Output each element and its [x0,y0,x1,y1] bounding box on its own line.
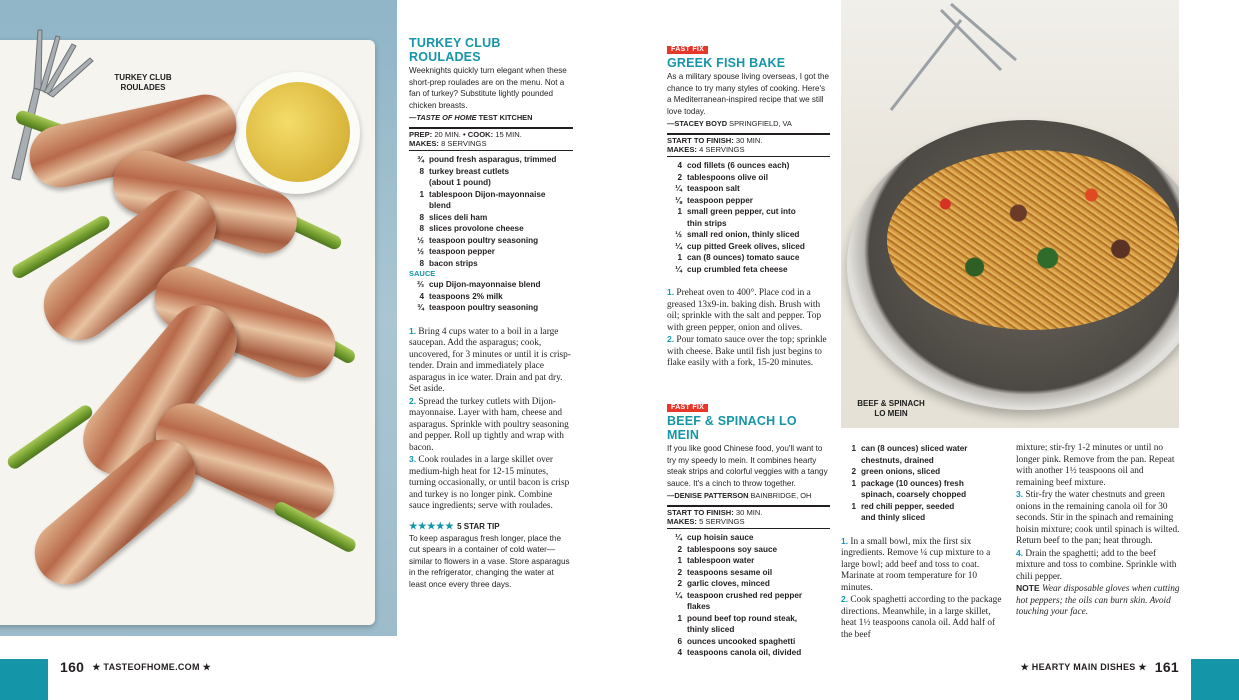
ingredient-text: bacon strips [429,258,478,268]
prep-info [409,127,573,148]
recipe-greek-fish-bake [667,38,830,370]
ingredient-item [667,172,830,184]
makes-label: MAKES: [667,145,697,155]
recipe-beef-spinach-lo-mein [667,396,830,659]
ingredient-qty: ⅛ [675,195,682,205]
ingredient-item [667,613,830,625]
ingredient-qty: ¼ [675,590,682,600]
prep-info [667,133,830,154]
ingredient-qty: 8 [419,258,424,268]
recipe-note [1016,583,1180,619]
ingredient-item [409,189,573,201]
ingredient-qty: 1 [851,501,856,511]
ingredient-qty [841,455,861,467]
ingredient-item [667,229,830,241]
recipe-intro: Weeknights quickly turn elegant when these short-prep roulades are on the menu. Not a fan of turkey? Substitute lightly pounded chicken breasts. [409,66,567,110]
sauce-subhead: SAUCE [409,269,436,279]
ingredient-item [667,241,830,253]
step-number: 3. [409,454,417,465]
ingredient-list [409,154,573,314]
makes-label: MAKES: [409,139,439,149]
step-text: Cook spaghetti according to the package directions. Meanwhile, in a large skillet, heat 1½ teaspoons canola oil. Add half of the beef [841,595,1002,640]
step-text: Bring 4 cups water to a boil in a large saucepan. Add the asparagus; cook, uncovered, for 3 minutes or until it is crisp-tender. Drain and immediately place asparagus in ice water. Drain and pat dry. Set aside. [409,326,571,395]
prep-value: 20 MIN. [432,130,464,139]
ingredient-qty: 4 [677,161,682,171]
ingredient-text: cup Dijon-mayonnaise blend [429,280,541,290]
ingredient-qty [841,489,861,501]
step-text: Cook roulades in a large skillet over medium-high heat for 12-15 minutes, turning occasionally, or until bacon is crisp and turkey is no longer pink. Combine sauce ingredients; serve with roulades. [409,455,570,512]
ingredient-text: green onions, sliced [861,467,941,476]
recipe-byline [409,113,573,123]
page-tab-left [0,659,48,700]
ingredient-text: cup pitted Greek olives, sliced [687,241,805,251]
ingredient-text: thinly sliced [687,625,735,635]
ingredient-qty: 2 [677,567,682,577]
ingredient-item [409,291,573,303]
ingredient-item [667,567,830,579]
ingredient-text: garlic cloves, minced [687,579,770,589]
ingredient-item [667,264,830,276]
ingredient-item [667,218,830,230]
ingredient-item [667,183,830,195]
tip-label: 5 STAR TIP [457,521,500,531]
ingredient-item [667,544,830,556]
ingredient-list [667,160,830,275]
ingredient-qty [409,177,429,189]
ingredient-text: cup crumbled feta cheese [687,264,788,274]
step-number: 2. [409,395,417,406]
makes-value: 8 SERVINGS [438,139,487,149]
ingredient-item [667,624,830,636]
makes-value: 4 SERVINGS [696,145,745,155]
lo-mein-noodles [887,150,1179,330]
divider [409,150,573,151]
byline-kitchen: TEST KITCHEN [476,113,533,122]
direction-step [841,594,1004,641]
recipe-intro: As a military spouse living overseas, I got the chance to try many styles of cooking. Here's a Mediterranean-inspired recipe that we still love today. [667,72,829,116]
ingredient-qty: 6 [677,636,682,646]
ingredient-text: pound fresh asparagus, trimmed [429,155,557,165]
photo-caption-lo-mein: BEEF & SPINACH LO MEIN [857,399,925,418]
ingredient-text: teaspoons canola oil, divided [687,648,802,658]
ingredient-item [667,160,830,172]
ingredient-item [667,555,830,567]
ingredient-qty: 1 [677,207,682,217]
ingredient-item [409,200,573,212]
ingredient-qty: 8 [419,212,424,222]
ingredient-text: tablespoons soy sauce [687,544,778,554]
ingredient-text: teaspoon salt [687,184,740,194]
start-label: START TO FINISH: [667,508,734,517]
ingredient-text: cod fillets (6 ounces each) [687,161,790,171]
fork-icon [881,0,1031,120]
star-rating-icon: ★★★★★ [409,520,455,532]
lo-mein-continued [841,443,1004,641]
divider [667,528,830,529]
ingredient-text: cup hoisin sauce [687,533,754,543]
ingredient-qty: ⅔ [417,280,424,290]
footer-site-name: ★ TASTEOFHOME.COM ★ [92,661,211,672]
ingredient-qty: 1 [677,613,682,623]
ingredient-qty: 1 [677,556,682,566]
byline-name: —DENISE PATTERSON [667,491,749,500]
ingredient-item [409,177,573,189]
ingredient-text: chestnuts, drained [861,455,934,465]
ingredient-qty: ¼ [675,184,682,194]
step-number: 1. [841,535,849,546]
ingredient-qty: 2 [677,172,682,182]
ingredient-item [667,590,830,602]
direction-step-continued: mixture; stir-fry 1-2 minutes or until no longer pink. Remove from the pan. Repeat with another 1½ teaspoons oil and remaining beef mixture. [1016,443,1175,488]
step-text: Spread the turkey cutlets with Dijon-mayonnaise. Layer with ham, cheese and asparagus. Sprinkle with poultry seasoning and pepper. Roll up tightly and wrap with bacon. [409,396,569,453]
ingredient-qty: 1 [851,444,856,453]
tip-text: To keep asparagus fresh longer, place the cut spears in a container of cold water—similar to flowers in a vase. Store asparagus in the refrigerator, changing the water at least once every three days. [409,533,570,589]
ingredient-text: teaspoon poultry seasoning [429,235,539,245]
ingredient-text: thin strips [687,218,727,228]
lo-mein-directions-continued [1016,443,1180,619]
ingredient-text: teaspoons sesame oil [687,567,773,577]
dijon-sauce [246,82,350,182]
step-number: 2. [841,594,849,604]
ingredient-text: teaspoons 2% milk [429,291,503,301]
page-number-left: 160 [60,659,85,675]
page-tab-right [1191,659,1239,700]
ingredient-item [841,443,1004,455]
recipe-byline [667,119,830,129]
makes-label: MAKES: [667,517,697,527]
direction-step [1016,489,1180,548]
ingredient-text: tablespoon Dijon-mayonnaise [429,189,546,199]
byline-name: —STACEY BOYD [667,119,728,128]
fast-fix-badge: FAST FIX [667,404,708,412]
byline-source: —TASTE OF HOME [409,113,477,122]
ingredient-text: turkey breast cutlets [429,166,510,176]
ingredient-text: pound beef top round steak, [687,613,798,623]
ingredient-text: tablespoon water [687,556,755,566]
directions [409,326,573,513]
ingredient-text: can (8 ounces) sliced water [861,444,968,453]
direction-step [409,396,573,455]
ingredient-text: slices provolone cheese [429,224,524,234]
ingredient-item [667,636,830,648]
ingredient-text: blend [429,201,451,211]
direction-step [841,536,1004,595]
ingredient-qty: ½ [675,230,682,240]
divider [667,156,830,157]
ingredient-item [409,258,573,270]
prep-info [667,505,830,526]
ingredient-qty [841,512,861,524]
start-label: START TO FINISH: [667,136,734,145]
ingredient-qty: 2 [677,579,682,589]
ingredient-item [841,455,1004,467]
ingredient-text: spinach, coarsely chopped [861,490,967,499]
ingredient-qty: ¼ [675,264,682,274]
cook-value: 15 MIN. [493,130,522,139]
directions [667,287,830,370]
ingredient-qty: 4 [419,291,424,301]
note-label: NOTE [1016,583,1040,593]
ingredient-text: can (8 ounces) tomato sauce [687,253,800,263]
prep-label: PREP: [409,130,433,139]
direction-step [667,334,830,370]
recipe-title: GREEK FISH BAKE [667,56,786,70]
ingredient-item [409,154,573,166]
ingredient-qty [667,601,687,613]
step-number: 1. [409,325,417,336]
ingredient-qty: 8 [419,224,424,234]
ingredient-qty: ¼ [675,241,682,251]
byline-place: BAINBRIDGE, OH [748,491,812,500]
ingredient-item [841,501,1004,513]
footer-section-name: ★ HEARTY MAIN DISHES ★ [1020,661,1147,672]
page-number-right: 161 [1154,659,1179,675]
start-value: 30 MIN. [733,136,763,145]
step-number: 1. [667,287,675,298]
ingredient-qty: ½ [417,247,424,257]
start-value: 30 MIN. [733,508,763,517]
ingredient-qty: ½ [417,235,424,245]
step-text: Stir-fry the water chestnuts and green onions in the remaining canola oil for 30 seconds. Stir in the spinach and remaining hoisin mixture; cook until spinach is wilted. Return beef to the pan; heat through. [1016,490,1180,546]
ingredient-item [409,302,573,314]
ingredient-item [841,478,1004,490]
ingredient-text: small green pepper, cut into [687,207,796,217]
turkey-roulades-photo [0,0,397,636]
ingredient-item [667,252,830,264]
ingredient-text: small red onion, thinly sliced [687,230,800,240]
directions [841,536,1004,642]
byline-place: SPRINGFIELD, VA [727,119,792,128]
makes-value: 5 SERVINGS [696,517,745,527]
ingredient-item [667,206,830,218]
ingredient-text: ounces uncooked spaghetti [687,636,796,646]
ingredient-item [667,578,830,590]
ingredient-item [409,223,573,235]
step-number: 3. [1016,489,1024,499]
directions [1016,443,1180,619]
ingredient-text: tablespoons olive oil [687,172,768,182]
ingredient-qty: 4 [677,648,682,658]
five-star-tip-header [409,521,573,532]
step-number: 2. [667,334,675,345]
ingredient-qty: ¾ [417,303,424,313]
ingredient-list [841,443,1004,524]
ingredient-item [409,246,573,258]
ingredient-item [667,195,830,207]
ingredient-qty: 1 [677,253,682,263]
recipe-title: BEEF & SPINACH LO MEIN [667,414,797,442]
ingredient-text: red chili pepper, seeded [861,501,955,511]
ingredient-text: teaspoon pepper [429,247,495,257]
ingredient-qty [667,218,687,230]
ingredient-item [841,489,1004,501]
ingredient-qty: ¼ [675,533,682,543]
direction-step [409,454,573,513]
direction-step [409,326,573,396]
ingredient-item [409,279,573,291]
direction-step [1016,548,1180,584]
step-number: 4. [1016,547,1024,558]
footer-left [60,659,211,675]
ingredient-text: teaspoon pepper [687,195,753,205]
step-text: Preheat oven to 400°. Place cod in a greased 13x9-in. baking dish. Brush with oil; sprinkle with the salt and pepper. Top with green pepper, onion and olives. [667,288,822,333]
fast-fix-badge: FAST FIX [667,46,708,54]
ingredient-item [667,532,830,544]
ingredient-text: (about 1 pound) [429,178,491,188]
recipe-byline [667,491,830,501]
ingredient-item [667,601,830,613]
note-text: Wear disposable gloves when cutting hot peppers; the oils can burn skin. Avoid touching your face. [1016,584,1180,617]
ingredient-list [667,532,830,659]
cook-label: • COOK: [463,130,494,139]
ingredient-qty: 2 [851,467,856,476]
ingredient-qty: 1 [419,189,424,199]
ingredient-item [841,466,1004,478]
ingredient-text: flakes [687,602,711,612]
ingredient-qty: ¾ [417,155,424,165]
ingredient-text: and thinly sliced [861,513,926,522]
ingredient-qty: 8 [419,166,424,176]
ingredient-text: teaspoon crushed red pepper [687,590,803,600]
ingredient-qty [667,624,687,636]
ingredient-text: package (10 ounces) fresh [861,478,964,488]
ingredient-text: slices deli ham [429,212,488,222]
ingredient-text: teaspoon poultry seasoning [429,303,539,313]
step-text: Pour tomato sauce over the top; sprinkle with cheese. Bake until fish just begins to flake easily with a fork, 15-20 minutes. [667,335,827,369]
step-text: Drain the spaghetti; add to the beef mixture and toss to combine. Sprinkle with chili pepper. [1016,548,1177,582]
ingredient-item [409,212,573,224]
step-text: In a small bowl, mix the first six ingredients. Remove ¼ cup mixture to a large bowl; add beef and toss to coat. Marinate at room temperature for 10 minutes. [841,536,991,593]
recipe-intro: If you like good Chinese food, you'll want to try my speedy lo mein. It combines hearty steak strips and colorful veggies with a tangy sauce. It's a cinch to throw together. [667,444,828,488]
direction-step [667,287,830,334]
footer-right [1021,659,1179,675]
ingredient-item [409,235,573,247]
recipe-turkey-club-roulades [409,36,573,590]
ingredient-item [841,512,1004,524]
photo-caption-turkey: TURKEY CLUB ROULADES [114,73,172,92]
ingredient-qty: 1 [851,478,856,488]
lo-mein-photo [841,0,1179,428]
recipe-title: TURKEY CLUB ROULADES [409,36,501,64]
ingredient-item [409,166,573,178]
ingredient-qty [409,200,429,212]
ingredient-qty: 2 [677,544,682,554]
